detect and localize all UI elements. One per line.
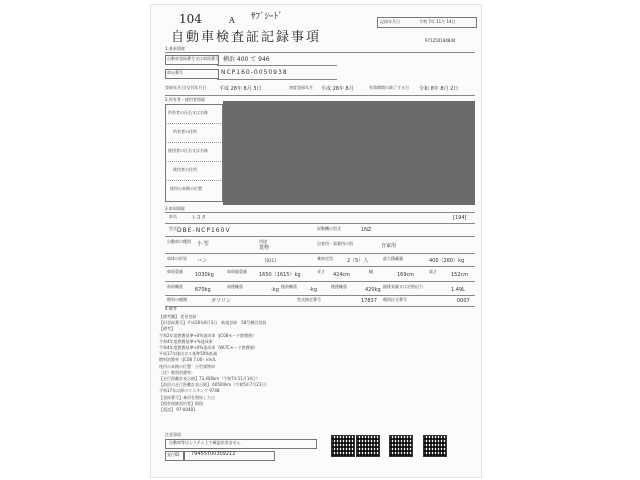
height-label: 高さ: [429, 269, 437, 274]
qr-code-1: [331, 435, 355, 457]
document-number: 971250184844: [425, 38, 456, 43]
note-line: 【備考欄】 変更登録: [159, 314, 197, 319]
first-year-label: 初度登録年月: [289, 85, 313, 90]
note-line: 【電話】 97-00481: [159, 407, 196, 413]
shape-label: 車体の形状: [167, 256, 187, 261]
handwritten-name: ｻﾌﾞｼｰﾄﾞ: [251, 12, 283, 22]
width-value: 169cm: [397, 272, 415, 278]
displacement-label: 総排気量又は定格出力: [383, 284, 423, 289]
redacted-owner-info: [223, 101, 475, 205]
capacity-value: 2（5）人: [347, 258, 369, 264]
record-date-label: 記録年月日: [380, 19, 400, 24]
caution-note: 自動車等はシステム上で確認出来ません: [169, 440, 241, 445]
user-address-label: 使用者の住所: [173, 167, 197, 172]
caution-heading: 注意事項: [165, 432, 181, 437]
document-title: 自動車検査証記録事項: [171, 30, 322, 45]
shape-code: [021]: [265, 258, 276, 263]
note-line: 【損害保険契約者】損保: [159, 400, 203, 406]
section-basic-heading: 1.基本情報: [165, 46, 185, 51]
note-line: 【備考】: [159, 326, 175, 332]
front-axle-value: 670kg: [195, 287, 211, 293]
model-value: DBE-NCP160V: [177, 227, 231, 234]
issue-id-label: 発行ID: [167, 452, 180, 457]
expiry-value: 令和 8年 8月 2日: [419, 86, 459, 92]
note-line: （注）燃料消費率：: [159, 369, 195, 375]
displacement-value: 1.49L: [451, 287, 465, 293]
first-reg-value: 平成 28年 8月 3日: [219, 86, 262, 92]
first-year-value: 平成 28年 8月: [321, 86, 354, 92]
length-label: 長さ: [317, 269, 325, 274]
rear-axle-value: -kg: [309, 287, 317, 293]
private-label: 自家用・事業用の別: [317, 241, 353, 246]
weight-value: 1030kg: [195, 272, 214, 278]
fuel-label: 燃料の種類: [167, 297, 187, 302]
inspection-record-document: [150, 4, 482, 478]
handwritten-number: 104: [179, 12, 202, 26]
weight-label: 車両重量: [167, 269, 183, 274]
private-value: 自家用: [381, 243, 397, 249]
note-line: 燃料消費率（JC08 7.00）km/L: [159, 357, 217, 363]
qr-code-2: [356, 435, 380, 457]
mid-axle-value: -kg: [271, 287, 279, 293]
fuel-value: ガソリン: [211, 298, 232, 304]
user-name-label: 使用者の氏名又は名称: [168, 148, 208, 153]
owner-address-label: 所有者の住所: [173, 129, 197, 134]
notes-block: [159, 314, 379, 413]
qr-code-4: [423, 435, 447, 457]
mid-axle-label: 前後軸重: [227, 284, 243, 289]
maker-value: トヨタ: [191, 215, 207, 221]
owner-name-label: 所有者の氏名又は名称: [168, 110, 208, 115]
expiry-label: 有効期間の満了する日: [369, 85, 409, 90]
record-date-value: 令和 7年 11月 14日: [419, 19, 456, 24]
note-line: 令和2年度燃費基準+0%達成車（JC08モード燃費値）: [159, 332, 257, 338]
note-line: 使用の本拠の位置：小型貨物車: [159, 363, 215, 369]
note-line: 【前回の走行距離計表示値】 60500km（令和5年7月23日）: [159, 382, 270, 388]
gross-label: 車両総重量: [227, 269, 247, 274]
rear-axle-label: 後前軸重: [281, 284, 297, 289]
width-label: 幅: [369, 269, 373, 274]
rear2-axle-label: 後後軸重: [331, 284, 347, 289]
note-line: 令和4年度燃費基準+0%達成車（WLTCモード燃費値）: [159, 345, 258, 351]
first-reg-label: 登録年月日/交付年月日: [165, 85, 207, 90]
use-value: 貨物: [259, 245, 270, 251]
front-axle-label: 前前軸重: [167, 284, 183, 289]
load-value: 400（260）kg: [429, 258, 465, 264]
engine-label: 原動機の型式: [317, 226, 341, 231]
chassis-label: 車台番号: [167, 70, 183, 75]
maker-label: 車名: [169, 214, 177, 219]
height-value: 152cm: [451, 272, 469, 278]
model-no-label: 型式指定番号: [297, 297, 321, 302]
registration-label: 自動車登録番号又は車両番号: [167, 56, 219, 61]
registration-value: 横浜 400 て 946: [223, 56, 270, 63]
kind-label: 自動車の種別: [167, 239, 191, 244]
shape-value: バン: [197, 258, 208, 264]
section-owner-heading: 2.所有者・使用者情報: [165, 97, 205, 102]
section-notes-heading: 4.備考: [165, 306, 177, 311]
issue-id-value: 79455T00309212: [191, 451, 236, 457]
note-line: 【走行距離計表示値】73,400km（令和7年11月14日）: [159, 376, 260, 382]
class-no-value: 0007: [457, 298, 470, 304]
gross-value: 1650（1615）kg: [259, 272, 301, 278]
engine-value: 1NZ: [361, 227, 372, 233]
base-location-label: 使用の本拠の位置: [170, 186, 202, 191]
use-label: 用途: [259, 239, 267, 244]
note-line: 【旧登録番号】平成28年8月3日 新規登録 58号横浜登録: [159, 320, 267, 326]
length-value: 424cm: [333, 272, 351, 278]
maker-code: [194]: [453, 215, 467, 221]
section-vehicle-heading: 3.車両情報: [165, 206, 185, 211]
load-label: 最大積載量: [383, 256, 403, 261]
note-line: 令和17年以降のマスキング 9748: [159, 388, 220, 394]
qr-code-3: [389, 435, 413, 457]
model-no-value: 17837: [361, 298, 377, 304]
rear2-axle-value: 420kg: [365, 287, 381, 293]
note-line: 令和4年度燃費基準+%達成車: [159, 338, 213, 344]
handwritten-letter: A: [229, 16, 235, 25]
kind-value: 小 型: [197, 241, 209, 247]
note-line: 【登録番号】乗用を開始した日: [159, 394, 215, 400]
capacity-label: 乗車定員: [317, 256, 333, 261]
note-line: 平成17年排出ガス基準50%低減: [159, 351, 217, 357]
model-label: 型式: [169, 226, 177, 231]
class-no-label: 類別区分番号: [383, 297, 407, 302]
chassis-value: NCP160-0050938: [221, 69, 288, 76]
